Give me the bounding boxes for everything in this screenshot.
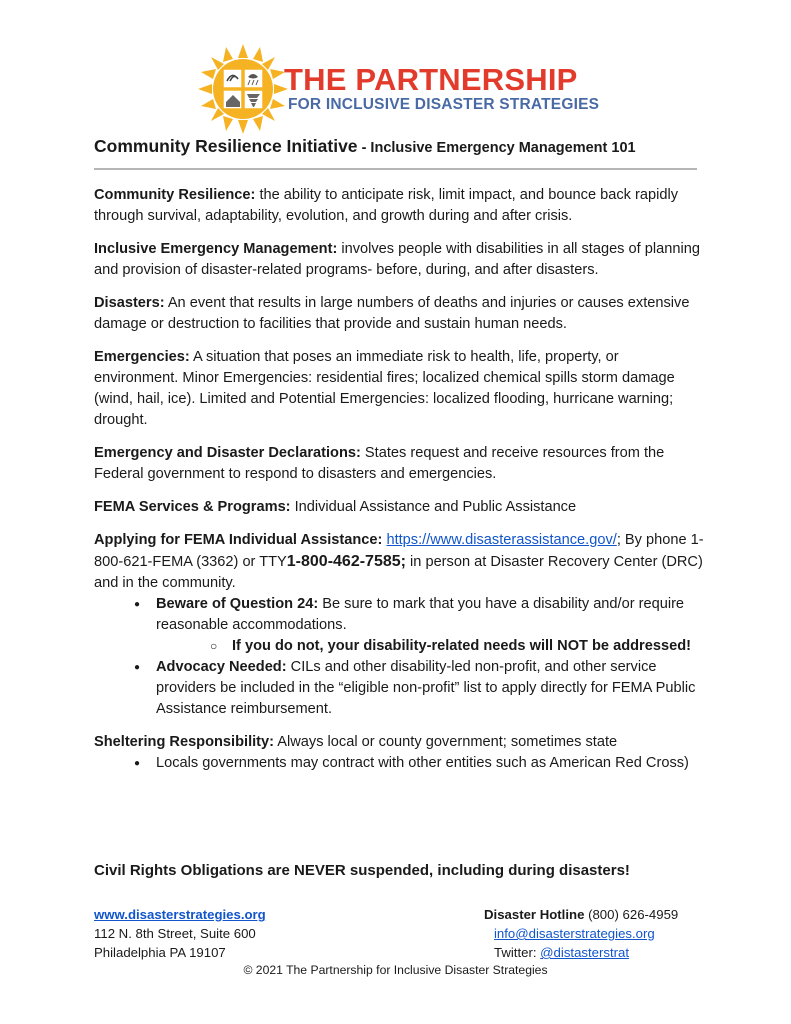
document-body xyxy=(94,185,706,774)
twitter xyxy=(484,943,678,962)
definition-text: An event that results in large numbers of deaths and injuries or causes extensive damage or destruction to facilities that provide and sustain human needs. xyxy=(94,295,690,332)
address-line-2: Philadelphia PA 19107 xyxy=(94,945,226,960)
fema-in-person-text: in person at Disaster Recovery Center (DRC) and in the community. xyxy=(94,554,703,591)
bullet-text: Be sure to mark that you have a disability and/or require reasonable accommodations. xyxy=(156,596,685,633)
fema-assistance-paragraph xyxy=(94,530,706,594)
page-title xyxy=(94,136,636,157)
list-item: ● Locals governments may contract with other entities such as American Red Cross) xyxy=(94,753,706,774)
logo-title: THE PARTNERSHIP xyxy=(284,62,578,97)
sheltering-paragraph xyxy=(94,732,706,753)
hotline-label: Disaster Hotline xyxy=(484,907,585,922)
sheltering-text: Always local or county government; sometimes state xyxy=(274,734,618,750)
email-link[interactable]: info@disasterstrategies.org xyxy=(494,926,655,941)
bullet-text: CILs and other disability-led non-profit, and other service providers be included in the “eligible non-profit” list to apply directly for FEMA Public Assistance reimbursement. xyxy=(156,659,696,717)
page-title-subtitle: - Inclusive Emergency Management 101 xyxy=(357,140,636,156)
website-link[interactable]: www.disasterstrategies.org xyxy=(94,907,266,922)
address-line-1: 112 N. 8th Street, Suite 600 xyxy=(94,926,256,941)
sheltering-bullet-list xyxy=(94,753,706,774)
definition-term: Emergency and Disaster Declarations: xyxy=(94,445,361,461)
definition-emergencies xyxy=(94,347,706,431)
definition-text: A situation that poses an immediate risk to health, life, property, or environment. Minor Emergencies: residential fires; localized chemical spills storm damage (wind, hail, ice). Limited and Potential Emergencies: localized flooding, hurricane warning; drought. xyxy=(94,349,675,428)
fema-sub-list xyxy=(156,636,706,657)
sheltering-term: Sheltering Responsibility: xyxy=(94,734,275,750)
twitter-link[interactable]: @distasterstrat xyxy=(540,945,630,960)
definition-text: the ability to anticipate risk, limit impact, and bounce back rapidly through survival, adaptability, evolution, and growth during and after crisis. xyxy=(94,187,679,224)
list-item: ○ If you do not, your disability-related needs will NOT be addressed! xyxy=(156,636,706,657)
logo xyxy=(198,44,598,134)
definition-text: Individual Assistance and Public Assistance xyxy=(290,499,577,515)
disaster-assistance-link[interactable]: https://www.disasterassistance.gov/ xyxy=(386,532,617,548)
definition-term: Disasters: xyxy=(94,295,165,311)
footer-contact-right xyxy=(484,905,678,962)
page-title-main: Community Resilience Initiative xyxy=(94,136,358,156)
fema-bullet-list xyxy=(94,594,706,720)
definition-term: Inclusive Emergency Management: xyxy=(94,241,338,257)
sheltering-section xyxy=(94,732,706,774)
hotline xyxy=(484,905,678,924)
logo-subtitle: FOR INCLUSIVE DISASTER STRATEGIES xyxy=(288,96,600,113)
fema-url-punct: ; xyxy=(616,532,621,548)
definition-text: States request and receive resources from the Federal government to respond to disasters and emergencies. xyxy=(94,445,665,482)
definition-disasters xyxy=(94,293,706,335)
definition-inclusive-emergency-management xyxy=(94,239,706,281)
header-divider xyxy=(94,168,697,170)
list-item xyxy=(94,594,706,657)
copyright: © 2021 The Partnership for Inclusive Disaster Strategies xyxy=(243,963,548,977)
definition-declarations xyxy=(94,443,706,485)
fema-assistance-section xyxy=(94,530,706,720)
bullet-term: Advocacy Needed: xyxy=(156,659,287,675)
definition-term: FEMA Services & Programs: xyxy=(94,499,291,515)
definition-fema-services xyxy=(94,497,706,518)
definition-term: Emergencies: xyxy=(94,349,190,365)
fema-term: Applying for FEMA Individual Assistance: xyxy=(94,532,383,548)
civil-rights-statement: Civil Rights Obligations are NEVER suspended, including during disasters! xyxy=(94,862,630,879)
fema-phone-text: By phone 1-800-621-FEMA (3362) or TTY xyxy=(94,532,704,570)
definition-community-resilience xyxy=(94,185,706,227)
hotline-number: (800) 626-4959 xyxy=(584,907,679,922)
footer-contact-left xyxy=(94,905,266,962)
fema-tty-number: 1-800-462-7585; xyxy=(286,553,406,570)
definition-term: Community Resilience: xyxy=(94,187,256,203)
definition-text: involves people with disabilities in all stages of planning and provision of disaster-related programs- before, during, and after disasters. xyxy=(94,241,700,278)
bullet-term: Beware of Question 24: xyxy=(156,596,319,612)
list-item xyxy=(94,657,706,720)
twitter-label: Twitter: xyxy=(494,945,541,960)
sun-emblem-icon xyxy=(198,44,288,134)
